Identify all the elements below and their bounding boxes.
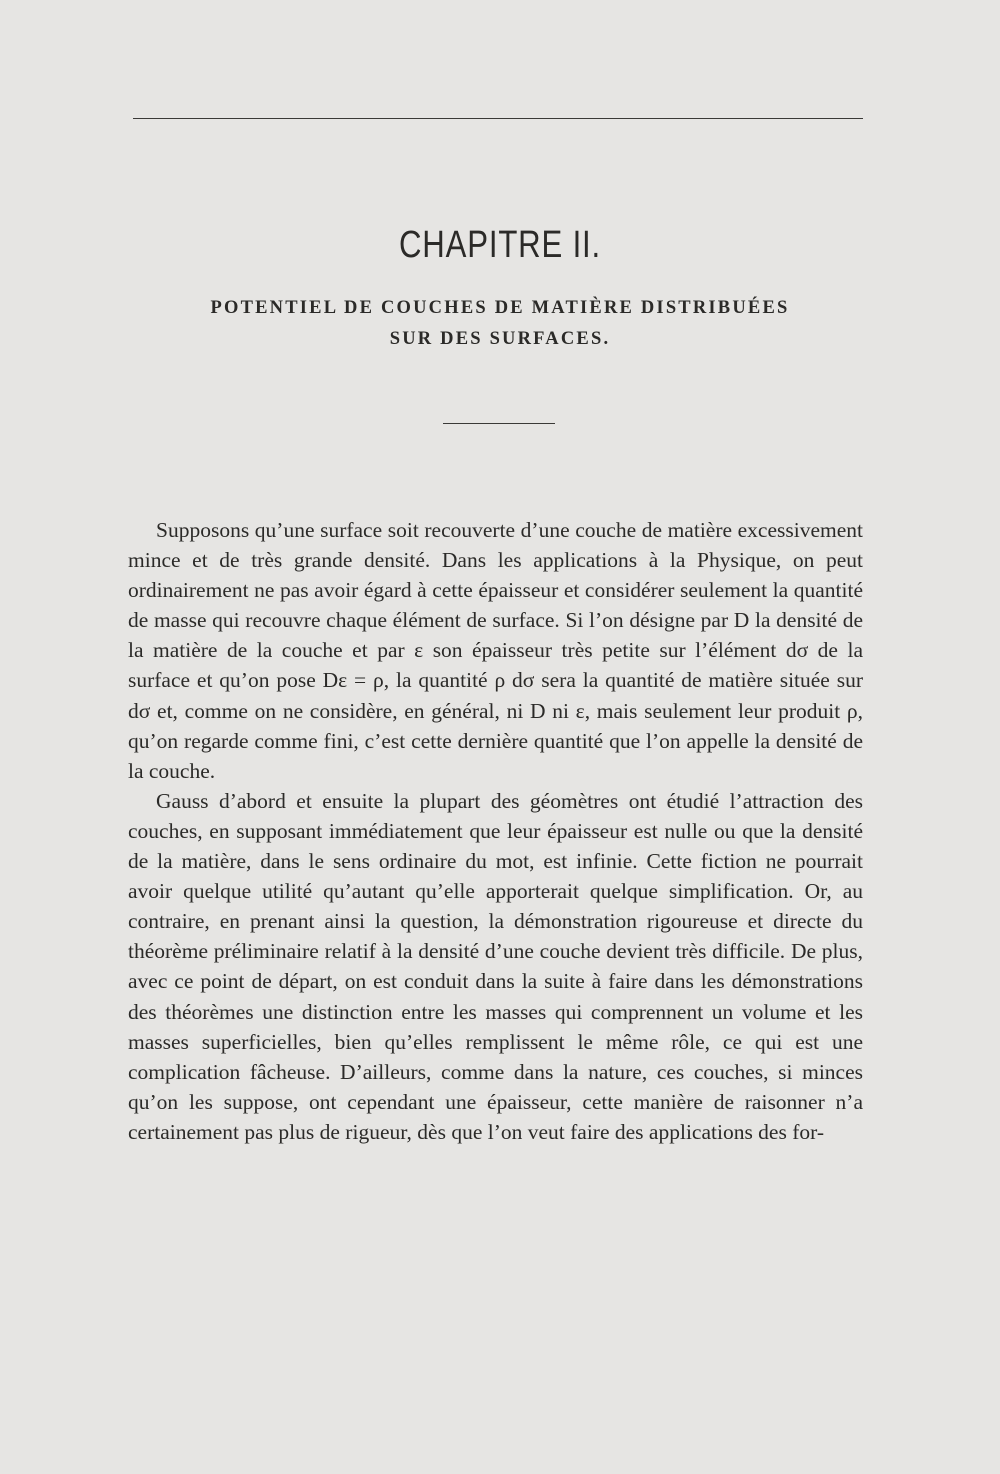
header-rule bbox=[133, 118, 863, 119]
chapter-title: CHAPITRE II. bbox=[398, 224, 602, 266]
chapter-subtitle-line-2: SUR DES SURFACES. bbox=[389, 329, 611, 349]
paragraph-1: Supposons qu’une surface soit recouverte d’une couche de matière excessivement mince et de très grande densité. Dans les applications à la Physique, on peut ordinairement ne pas avoir égard à cette épaisseur et considérer seulement la quantité de masse qui recouvre chaque élément de surface. Si l’on désigne par D la densité de la matière de la couche et par ε son épaisseur très petite sur l’élément dσ de la surface et qu’on pose Dε = ρ, la quantité ρ dσ sera la quantité de matière située sur dσ et, comme on ne considère, en général, ni D ni ε, mais seulement leur produit ρ, qu’on regarde comme fini, c’est cette dernière quantité que l’on appelle la densité de la couche. bbox=[128, 518, 863, 783]
chapter-subtitle-line-1: POTENTIEL DE COUCHES DE MATIÈRE DISTRIBUÉES bbox=[210, 298, 790, 318]
title-separator-rule bbox=[443, 423, 555, 424]
paragraph-2: Gauss d’abord et ensuite la plupart des géomètres ont étudié l’attraction des couches, en supposant immédiatement que leur épaisseur est nulle ou que la densité de la matière, dans le sens ordinaire du mot, est infinie. Cette fiction ne pourrait avoir quelque utilité qu’autant qu’elle apporterait quelque simplification. Or, au contraire, en prenant ainsi la question, la démonstration rigoureuse et directe du théorème préliminaire relatif à la densité d’une couche devient très difficile. De plus, avec ce point de départ, on est conduit dans la suite à faire dans les démonstrations des théorèmes une distinction entre les masses qui comprennent un volume et les masses superficielles, bien qu’elles remplissent le même rôle, ce qui est une complication fâcheuse. D’ailleurs, comme dans la nature, ces couches, si minces qu’on les suppose, ont cependant une épaisseur, cette manière de raisonner n’a certainement pas plus de rigueur, dès que l’on veut faire des applications des for- bbox=[128, 788, 863, 1144]
chapter-body bbox=[128, 515, 863, 1147]
